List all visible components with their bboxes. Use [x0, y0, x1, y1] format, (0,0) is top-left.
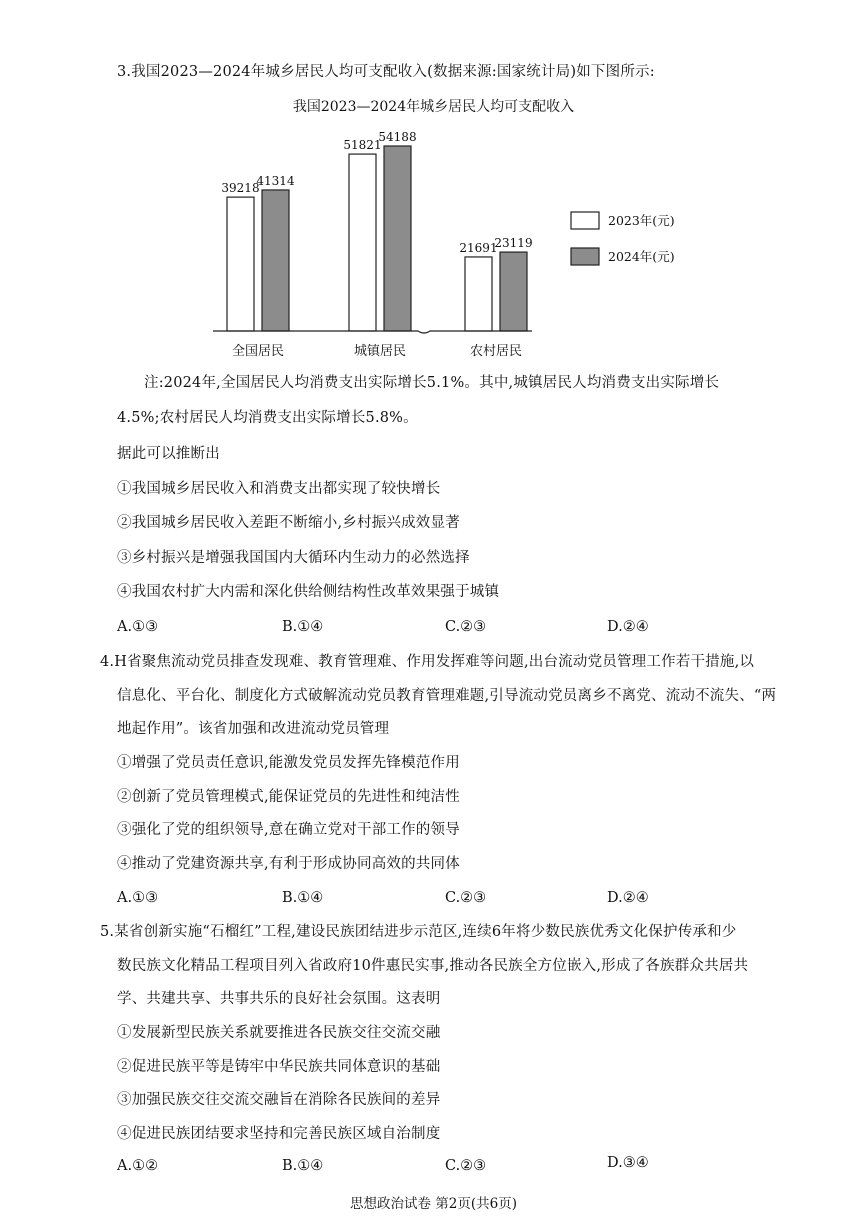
legend-swatch [571, 212, 599, 229]
q4-item-1: ①增强了党员责任意识,能激发党员发挥先锋模范作用 [117, 755, 460, 771]
bar-全国居民-2024年(元) [262, 190, 289, 331]
q4-item-4: ④推动了党建资源共享,有利于形成协同高效的共同体 [117, 856, 460, 872]
q5-item-3: ③加强民族交往交流交融旨在消除各民族间的差异 [117, 1092, 441, 1108]
category-label: 全国居民 [231, 344, 285, 359]
q4-stem-line3: 地起作用”。该省加强和改进流动党员管理 [117, 721, 390, 737]
value-label: 39218 [221, 181, 260, 196]
q3-lead: 据此可以推断出 [117, 446, 220, 462]
q4-stem-line1: 4.H省聚焦流动党员排查发现难、教育管理难、作用发挥难等问题,出台流动党员管理工作若干措施,以 [100, 654, 755, 670]
value-label: 54188 [378, 130, 417, 144]
q3-note-line1: 注:2024年,全国居民人均消费支出实际增长5.1%。其中,城镇居民人均消费支出实际增长 [144, 375, 720, 391]
bar-城镇居民-2023年(元) [349, 154, 376, 331]
legend-label: 2023年(元) [608, 213, 675, 228]
q5-stem-line2: 数民族文化精品工程项目列入省政府10件惠民实事,推动各民族全方位嵌入,形成了各族群众共居共 [117, 958, 749, 974]
value-label: 41314 [256, 173, 295, 188]
q5-option-c: C.②③ [445, 1158, 487, 1174]
q4-option-a: A.①③ [117, 890, 159, 906]
q3-stem: 3.我国2023—2024年城乡居民人均可支配收入(数据来源:国家统计局)如下图所示: [117, 64, 655, 80]
q3-item-1: ①我国城乡居民收入和消费支出都实现了较快增长 [117, 481, 441, 497]
bar-城镇居民-2024年(元) [384, 146, 411, 331]
chart-title: 我国2023—2024年城乡居民人均可支配收入 [292, 99, 575, 115]
q4-option-d: D.②④ [607, 890, 649, 906]
q3-option-a: A.①③ [117, 619, 159, 635]
q3-item-2: ②我国城乡居民收入差距不断缩小,乡村振兴成效显著 [117, 515, 460, 531]
q3-option-d: D.②④ [607, 619, 649, 635]
q5-option-d: D.③④ [607, 1155, 649, 1171]
q5-item-4: ④促进民族团结要求坚持和完善民族区域自治制度 [117, 1126, 441, 1142]
q4-item-2: ②创新了党员管理模式,能保证党员的先进性和纯洁性 [117, 789, 460, 805]
bar-农村居民-2024年(元) [500, 252, 527, 331]
chart-category-labels [232, 343, 522, 359]
q4-option-c: C.②③ [445, 890, 487, 906]
category-label: 城镇居民 [353, 344, 407, 359]
q4-stem-line2: 信息化、平台化、制度化方式破解流动党员教育管理难题,引导流动党员离乡不离党、流动不流失、“两 [117, 688, 777, 704]
chart-legend [571, 212, 675, 265]
legend-label: 2024年(元) [608, 249, 675, 264]
value-label: 23119 [494, 236, 533, 251]
q5-option-b: B.①④ [282, 1158, 324, 1174]
q3-note-line2: 4.5%;农村居民人均消费支出实际增长5.8%。 [117, 410, 418, 426]
q5-stem-line3: 学、共建共享、共事共乐的良好社会氛围。这表明 [117, 991, 441, 1007]
category-label: 农村居民 [469, 344, 523, 359]
legend-swatch [571, 248, 599, 265]
q5-stem-line1: 5.某省创新实施“石榴红”工程,建设民族团结进步示范区,连续6年将少数民族优秀文化保护传承和少 [100, 924, 737, 940]
x-axis-line [213, 331, 532, 333]
page-footer: 思想政治试卷 第2页(共6页) [349, 1196, 517, 1212]
income-bar-chart [0, 120, 867, 380]
q3-item-4: ④我国农村扩大内需和深化供给侧结构性改革效果强于城镇 [117, 584, 500, 600]
q3-item-3: ③乡村振兴是增强我国国内大循环内生动力的必然选择 [117, 550, 470, 566]
q3-option-b: B.①④ [282, 619, 324, 635]
q4-item-3: ③强化了党的组织领导,意在确立党对干部工作的领导 [117, 822, 460, 838]
chart-axis [213, 331, 532, 333]
q4-option-b: B.①④ [282, 890, 324, 906]
bar-全国居民-2023年(元) [227, 197, 254, 331]
q5-option-a: A.①② [117, 1158, 159, 1174]
bar-农村居民-2023年(元) [465, 257, 492, 331]
value-label: 51821 [343, 138, 382, 153]
q3-option-c: C.②③ [445, 619, 487, 635]
q5-item-1: ①发展新型民族关系就要推进各民族交往交流交融 [117, 1025, 441, 1041]
q5-item-2: ②促进民族平等是铸牢中华民族共同体意识的基础 [117, 1059, 441, 1075]
value-label: 21691 [459, 240, 498, 255]
